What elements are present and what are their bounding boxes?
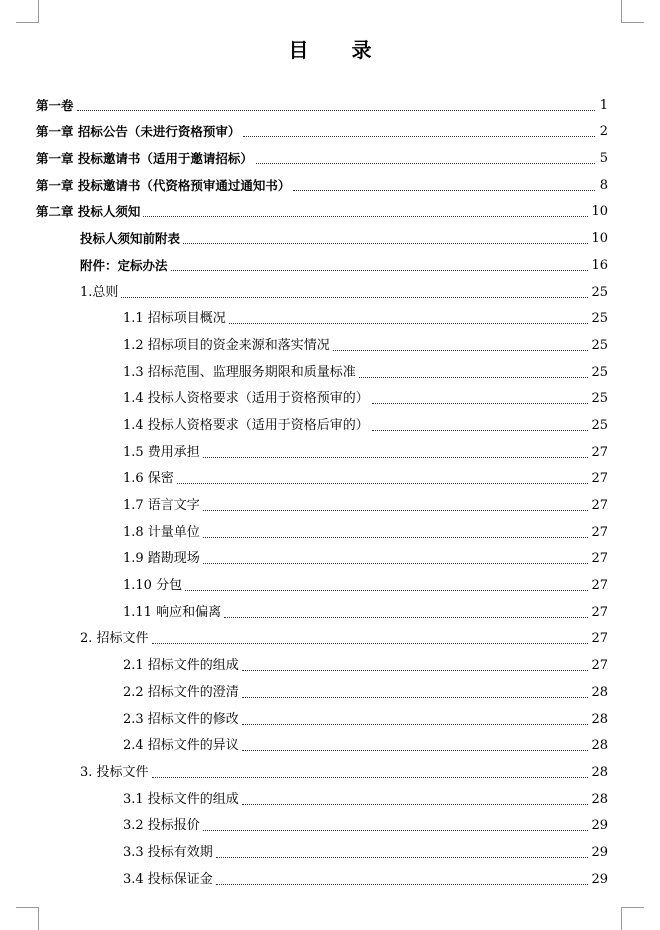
- toc-entry[interactable]: [0, 221, 660, 248]
- toc-dot-leader: [203, 563, 589, 564]
- toc-entry-page-number: 28: [591, 764, 608, 780]
- toc-entry[interactable]: [0, 702, 660, 729]
- toc-entry[interactable]: [0, 729, 660, 756]
- page-corner-mark: [621, 907, 644, 930]
- toc-entry-page-number: 29: [591, 871, 608, 887]
- toc-entry-label: 1.9 踏勘现场: [123, 551, 200, 567]
- toc-dot-leader: [242, 804, 589, 805]
- toc-dot-leader: [229, 323, 589, 324]
- toc-dot-leader: [243, 136, 595, 137]
- toc-entry-label: 1.7 语言文字: [123, 498, 200, 513]
- toc-entry[interactable]: [0, 382, 660, 409]
- toc-entry-label: 3.1 投标文件的组成: [123, 791, 239, 807]
- toc-entry-label: 1.总则: [80, 284, 119, 300]
- toc-entry-page-number: 27: [591, 578, 608, 594]
- toc-entry[interactable]: [0, 488, 660, 515]
- toc-entry[interactable]: [0, 835, 660, 862]
- toc-entry-page-number: 25: [591, 337, 608, 353]
- toc-entry[interactable]: [0, 515, 660, 542]
- toc-entry[interactable]: [0, 408, 660, 435]
- toc-entry-label: 3.2 投标报价: [123, 818, 200, 834]
- toc-entry[interactable]: [0, 88, 660, 115]
- toc-entry[interactable]: [0, 782, 660, 809]
- toc-entry-label: 1.6 保密: [123, 471, 174, 487]
- toc-entry-page-number: 27: [591, 631, 608, 647]
- toc-entry-page-number: 28: [591, 791, 608, 807]
- toc-entry-label: 3.3 投标有效期: [123, 844, 213, 860]
- toc-entry-label: 第一卷: [36, 97, 74, 113]
- toc-entry[interactable]: [0, 622, 660, 649]
- toc-entry-label: 第一章 投标邀请书（适用于邀请招标）: [36, 151, 253, 167]
- toc-dot-leader: [256, 163, 595, 164]
- toc-entry-page-number: 8: [599, 177, 608, 193]
- toc-entry[interactable]: [0, 275, 660, 302]
- toc-entry[interactable]: [0, 195, 660, 222]
- toc-entry[interactable]: [0, 435, 660, 462]
- toc-entry-page-number: 27: [591, 524, 608, 540]
- toc-entry-label: 1.4 投标人资格要求（适用于资格后审的）: [123, 417, 369, 433]
- toc-dot-leader: [152, 643, 589, 644]
- toc-entry-page-number: 16: [591, 257, 608, 273]
- toc-entry-label: 1.10 分包: [123, 578, 183, 594]
- toc-dot-leader: [203, 537, 589, 538]
- toc-dot-leader: [224, 617, 588, 618]
- toc-dot-leader: [242, 697, 589, 698]
- toc-entry-label: 第一章 投标邀请书（代资格预审通过通知书）: [36, 177, 291, 193]
- toc-dot-leader: [203, 457, 589, 458]
- toc-entry-page-number: 25: [591, 284, 608, 300]
- toc-dot-leader: [203, 830, 589, 831]
- toc-entry[interactable]: [0, 115, 660, 142]
- toc-entry-label: 1.2 招标项目的资金来源和落实情况: [123, 337, 330, 353]
- page-corner-mark: [16, 0, 39, 23]
- toc-dot-leader: [185, 590, 588, 591]
- toc-entry-page-number: 28: [591, 684, 608, 700]
- toc-entry-label: 2.3 招标文件的修改: [123, 711, 239, 727]
- page-corner-mark: [16, 907, 39, 930]
- toc-entry-page-number: 29: [591, 818, 608, 834]
- toc-entry[interactable]: [0, 809, 660, 836]
- toc-entry-label: 1.8 计量单位: [123, 524, 200, 540]
- toc-entry[interactable]: [0, 755, 660, 782]
- toc-entry-page-number: 10: [591, 204, 608, 220]
- toc-entry-label: 1.3 招标范围、监理服务期限和质量标准: [123, 364, 356, 380]
- toc-entry-page-number: 1: [599, 97, 608, 113]
- toc-dot-leader: [121, 297, 588, 298]
- toc-entry-label: 2. 招标文件: [80, 631, 149, 647]
- toc-entry-page-number: 29: [591, 844, 608, 860]
- toc-dot-leader: [333, 350, 589, 351]
- toc-dot-leader: [203, 510, 589, 511]
- toc-entry[interactable]: [0, 248, 660, 275]
- table-of-contents: [0, 88, 660, 889]
- toc-entry-page-number: 27: [591, 604, 608, 620]
- toc-entry-page-number: 25: [591, 417, 608, 433]
- toc-entry-label: 2.1 招标文件的组成: [123, 658, 239, 674]
- toc-entry-page-number: 27: [591, 551, 608, 567]
- toc-entry-page-number: 5: [599, 151, 608, 167]
- toc-dot-leader: [242, 724, 589, 725]
- toc-entry-label: 1.4 投标人资格要求（适用于资格预审的）: [123, 391, 369, 407]
- toc-dot-leader: [152, 777, 589, 778]
- toc-entry[interactable]: [0, 328, 660, 355]
- toc-dot-leader: [216, 857, 589, 858]
- toc-entry-label: 1.1 招标项目概况: [123, 311, 226, 327]
- toc-entry-label: 1.11 响应和偏离: [123, 604, 222, 620]
- toc-entry-label: 附件：定标办法: [80, 257, 168, 273]
- toc-entry[interactable]: [0, 595, 660, 622]
- toc-entry[interactable]: [0, 542, 660, 569]
- toc-entry-label: 第二章 投标人须知: [36, 204, 141, 220]
- toc-entry[interactable]: [0, 648, 660, 675]
- toc-entry-label: 投标人须知前附表: [80, 231, 181, 247]
- toc-entry-page-number: 27: [591, 658, 608, 674]
- toc-entry-label: 3.4 投标保证金: [123, 871, 213, 887]
- toc-dot-leader: [143, 216, 588, 217]
- toc-dot-leader: [242, 670, 589, 671]
- toc-dot-leader: [372, 403, 589, 404]
- toc-entry[interactable]: [0, 568, 660, 595]
- toc-entry[interactable]: [0, 462, 660, 489]
- toc-dot-leader: [242, 750, 589, 751]
- toc-entry-page-number: 28: [591, 711, 608, 727]
- toc-entry[interactable]: [0, 302, 660, 329]
- page-corner-mark: [621, 0, 644, 23]
- toc-entry-page-number: 27: [591, 471, 608, 487]
- toc-entry-label: 3. 投标文件: [80, 764, 149, 780]
- toc-dot-leader: [177, 483, 589, 484]
- toc-dot-leader: [293, 190, 595, 191]
- toc-entry-label: 2.4 招标文件的异议: [123, 738, 239, 754]
- toc-entry[interactable]: [0, 675, 660, 702]
- toc-entry-label: 第一章 招标公告（未进行资格预审）: [36, 124, 241, 140]
- toc-entry-page-number: 25: [591, 311, 608, 327]
- toc-entry-page-number: 25: [591, 364, 608, 380]
- toc-dot-leader: [359, 377, 589, 378]
- toc-entry[interactable]: [0, 141, 660, 168]
- toc-entry[interactable]: [0, 168, 660, 195]
- toc-entry[interactable]: [0, 862, 660, 889]
- toc-entry-page-number: 28: [591, 738, 608, 754]
- toc-entry-page-number: 2: [599, 124, 608, 140]
- toc-entry-page-number: 27: [591, 444, 608, 460]
- toc-entry-page-number: 25: [591, 391, 608, 407]
- toc-entry-page-number: 27: [591, 498, 608, 513]
- toc-entry-page-number: 10: [591, 231, 608, 247]
- toc-dot-leader: [183, 243, 588, 244]
- toc-entry-label: 1.5 费用承担: [123, 444, 200, 460]
- toc-entry-label: 2.2 招标文件的澄清: [123, 684, 239, 700]
- toc-entry[interactable]: [0, 355, 660, 382]
- page-title: 目 录: [288, 38, 390, 62]
- toc-dot-leader: [216, 884, 589, 885]
- toc-dot-leader: [372, 430, 589, 431]
- toc-dot-leader: [171, 270, 589, 271]
- toc-dot-leader: [77, 110, 595, 111]
